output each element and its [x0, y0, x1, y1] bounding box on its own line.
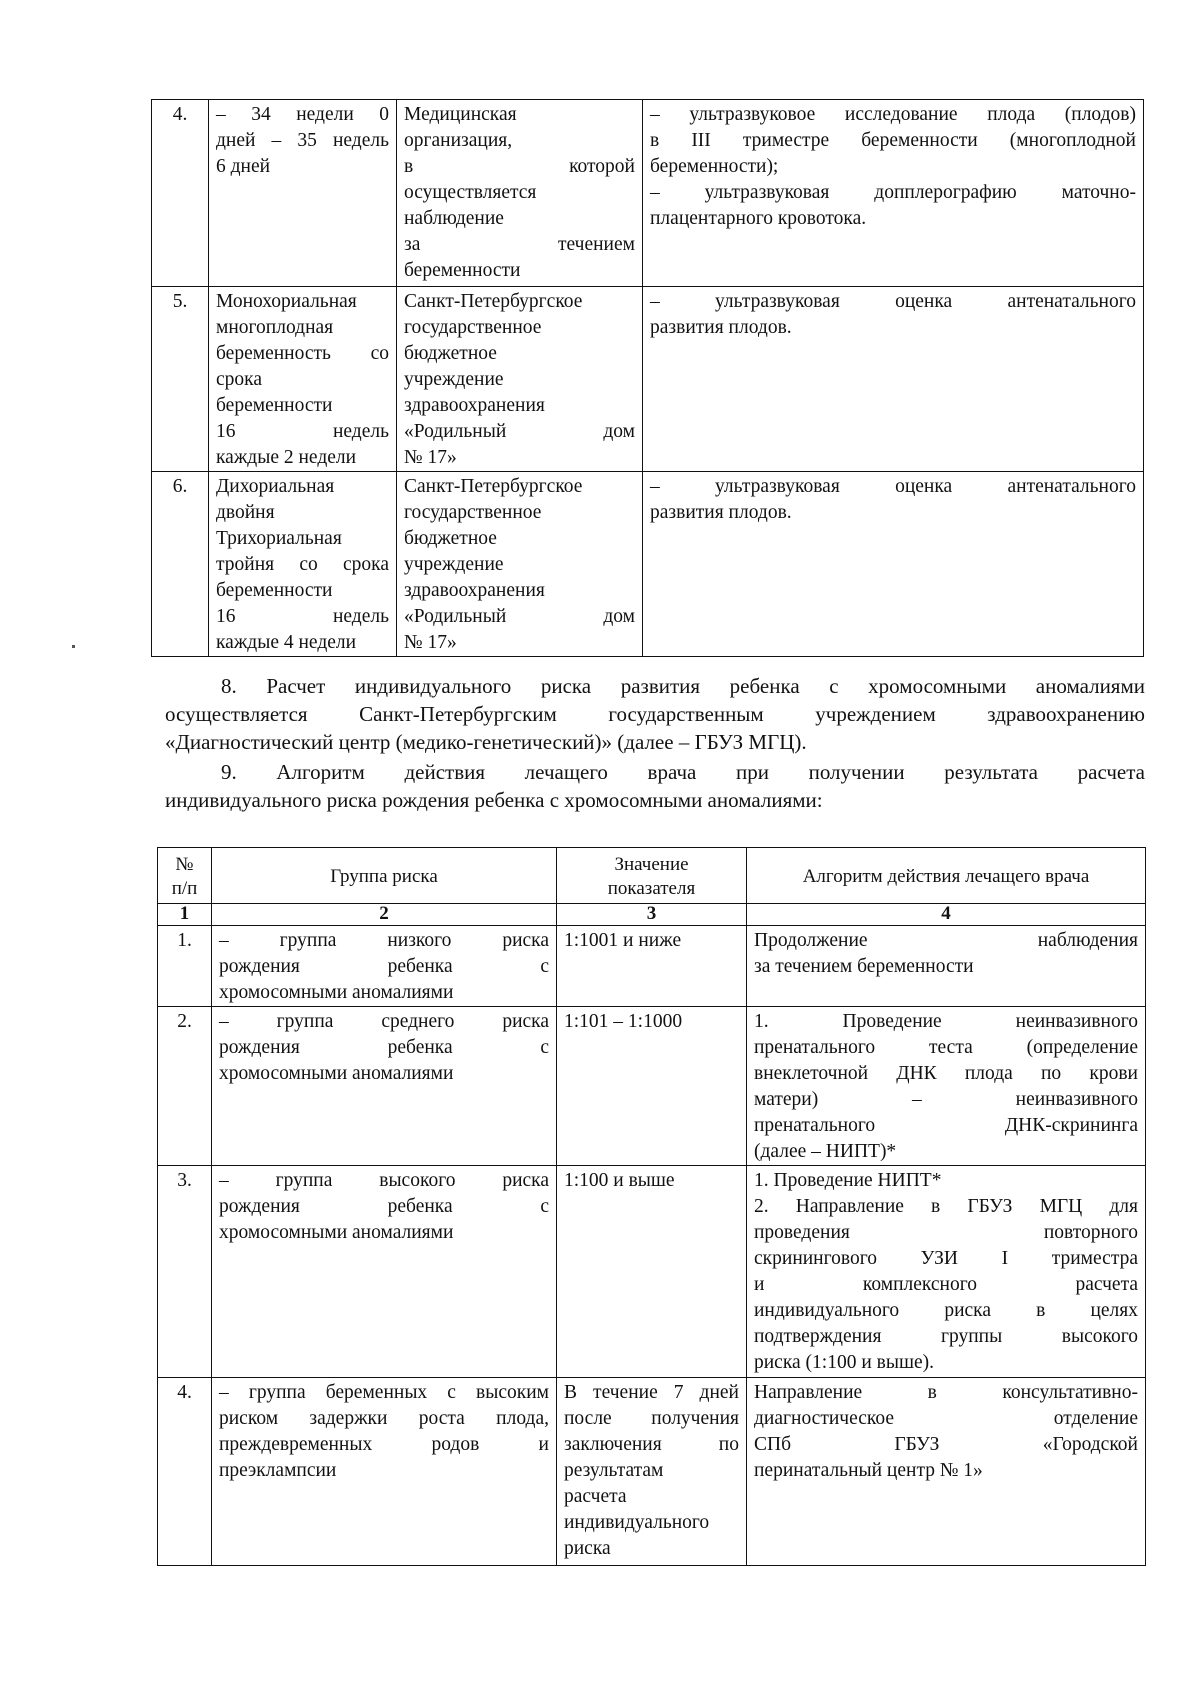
text-line: индивидуального: [564, 1512, 710, 1533]
text-line: 16 недель: [216, 606, 389, 627]
text-line: № 17»: [404, 632, 457, 653]
text-line: осуществляется Санкт-Петербургским государственным учреждением здравоохранению: [165, 702, 1145, 726]
table-row: [158, 1007, 1146, 1166]
risk-group-cell: [212, 1007, 557, 1166]
text-line: пренатального теста (определение: [754, 1037, 1138, 1058]
table-row: [152, 287, 1144, 472]
row-number: 5.: [152, 287, 209, 472]
text-line: – ультразвуковое исследование плода (плодов): [650, 104, 1136, 125]
text-line: – ультразвуковая оценка антенатального: [650, 476, 1136, 497]
text-line: Трихориальная: [216, 528, 342, 549]
text-line: – группа низкого риска: [219, 930, 549, 951]
text-line: учреждение: [404, 369, 504, 390]
text-line: – группа беременных с высоким: [219, 1382, 549, 1403]
text-line: (далее – НИПТ)*: [754, 1141, 897, 1162]
text-line: № 17»: [404, 447, 457, 468]
text-line: «Диагностический центр (медико-генетический)» (далее – ГБУЗ МГЦ).: [165, 730, 807, 754]
text-line: риском задержки роста плода,: [219, 1408, 549, 1429]
text-line: пренатального ДНК-скрининга: [754, 1115, 1138, 1136]
text-line: в которой: [404, 156, 635, 177]
text-line: «Родильный дом: [404, 421, 635, 442]
text-line: беременности: [404, 260, 521, 281]
text-line: рождения ребенка с: [219, 1196, 549, 1217]
text-line: осуществляется: [404, 182, 537, 203]
text-line: 2. Направление в ГБУЗ МГЦ для: [754, 1196, 1138, 1217]
text-line: и комплексного расчета: [754, 1274, 1138, 1295]
risk-group-cell: [212, 1378, 557, 1566]
text-line: 1. Проведение неинвазивного: [754, 1011, 1138, 1032]
exam-schedule-table: [151, 99, 1144, 657]
text-line: скринингового УЗИ I триместра: [754, 1248, 1138, 1269]
text-line: диагностическое отделение: [754, 1408, 1138, 1429]
table-row: [158, 1166, 1146, 1378]
text-line: преэклампсии: [219, 1460, 337, 1481]
text-line: хромосомными аномалиями: [219, 1063, 454, 1084]
text-line: каждые 4 недели: [216, 632, 357, 653]
organization-cell: [397, 287, 643, 472]
text-line: за течением: [404, 234, 635, 255]
text-line: – ультразвуковая допплерографию маточно-: [650, 182, 1136, 203]
text-line: бюджетное: [404, 343, 497, 364]
text-line: организация,: [404, 130, 513, 151]
text-line: показателя: [607, 877, 696, 899]
text-line: риска (1:100 и выше).: [754, 1352, 934, 1373]
text-line: 1:101 – 1:1000: [564, 1011, 683, 1032]
risk-group-cell: [212, 926, 557, 1007]
text-line: 16 недель: [216, 421, 389, 442]
row-number: 4.: [152, 100, 209, 287]
text-line: – группа высокого риска: [219, 1170, 549, 1191]
indicator-value-cell: [557, 1007, 747, 1166]
text-line: №: [175, 853, 194, 875]
text-line: беременности: [216, 580, 333, 601]
text-line: государственное: [404, 502, 542, 523]
text-line: результатам: [564, 1460, 664, 1481]
text-line: здравоохранения: [404, 580, 545, 601]
text-line: Продолжение наблюдения: [754, 930, 1138, 951]
text-line: учреждение: [404, 554, 504, 575]
algorithm-cell: [747, 1166, 1146, 1378]
header-number: [158, 848, 212, 904]
header-indicator-value: [557, 848, 747, 904]
text-line: 8. Расчет индивидуального риска развития ребенка с хромосомными аномалиями: [221, 674, 1145, 698]
text-line: 6 дней: [216, 156, 271, 177]
table-row: [152, 472, 1144, 657]
text-line: Значение: [614, 853, 689, 875]
row-number: 6.: [152, 472, 209, 657]
text-line: матери) – неинвазивного: [754, 1089, 1138, 1110]
term-cell: [209, 100, 397, 287]
indicator-value-cell: [557, 1166, 747, 1378]
text-line: плацентарного кровотока.: [650, 208, 867, 229]
text-line: 1:1001 и ниже: [564, 930, 682, 951]
text-line: Дихориальная: [216, 476, 335, 497]
text-line: после получения: [564, 1408, 739, 1429]
indicator-value-cell: [557, 926, 747, 1007]
text-line: двойня: [216, 502, 275, 523]
organization-cell: [397, 472, 643, 657]
risk-table-header: [158, 848, 1146, 926]
text-line: СПб ГБУЗ «Городской: [754, 1434, 1138, 1455]
exam-schedule-body: [152, 100, 1144, 657]
column-number-row: [158, 904, 1146, 926]
text-line: беременности: [216, 395, 333, 416]
text-line: за течением беременности: [754, 956, 974, 977]
text-line: проведения повторного: [754, 1222, 1138, 1243]
text-line: Санкт-Петербургское: [404, 476, 583, 497]
text-line: рождения ребенка с: [219, 1037, 549, 1058]
text-line: преждевременных родов и: [219, 1434, 549, 1455]
column-number: 1: [158, 904, 212, 926]
column-number: 4: [747, 904, 1146, 926]
row-number: 4.: [158, 1378, 212, 1566]
text-line: Направление в консультативно-: [754, 1382, 1138, 1403]
text-line: риска: [564, 1538, 611, 1559]
text-line: беременность со: [216, 343, 389, 364]
header-doctor-algorithm: Алгоритм действия лечащего врача: [747, 848, 1146, 904]
text-line: каждые 2 недели: [216, 447, 357, 468]
examination-cell: [643, 287, 1144, 472]
table-row: [158, 926, 1146, 1007]
text-line: 1. Проведение НИПТ*: [754, 1170, 942, 1191]
text-line: расчета: [564, 1486, 627, 1507]
row-number: 3.: [158, 1166, 212, 1378]
column-number: 2: [212, 904, 557, 926]
row-number: 2.: [158, 1007, 212, 1166]
header-risk-group: Группа риска: [212, 848, 557, 904]
text-line: беременности);: [650, 156, 779, 177]
header-row: [158, 848, 1146, 904]
text-line: 1:100 и выше: [564, 1170, 675, 1191]
text-line: Санкт-Петербургское: [404, 291, 583, 312]
term-cell: [209, 287, 397, 472]
examination-cell: [643, 472, 1144, 657]
text-line: тройня со срока: [216, 554, 389, 575]
text-line: развития плодов.: [650, 317, 792, 338]
algorithm-cell: [747, 926, 1146, 1007]
text-line: – группа среднего риска: [219, 1011, 549, 1032]
text-line: внеклеточной ДНК плода по крови: [754, 1063, 1138, 1084]
text-line: Медицинская: [404, 104, 517, 125]
algorithm-cell: [747, 1007, 1146, 1166]
text-line: индивидуального риска рождения ребенка с хромосомными аномалиями:: [165, 788, 823, 812]
text-line: индивидуального риска в целях: [754, 1300, 1138, 1321]
scan-artifact-dot: [72, 645, 75, 648]
organization-cell: [397, 100, 643, 287]
table-row: [158, 1378, 1146, 1566]
examination-cell: [643, 100, 1144, 287]
text-line: хромосомными аномалиями: [219, 982, 454, 1003]
row-number: 1.: [158, 926, 212, 1007]
text-line: – ультразвуковая оценка антенатального: [650, 291, 1136, 312]
text-line: дней – 35 недель: [216, 130, 389, 151]
text-line: в III триместре беременности (многоплодной: [650, 130, 1136, 151]
indicator-value-cell: [557, 1378, 747, 1566]
text-line: В течение 7 дней: [564, 1382, 739, 1403]
text-line: наблюдение: [404, 208, 504, 229]
risk-algorithm-table: [157, 847, 1146, 1566]
algorithm-cell: [747, 1378, 1146, 1566]
text-line: 9. Алгоритм действия лечащего врача при получении результата расчета: [221, 760, 1145, 784]
text-line: «Родильный дом: [404, 606, 635, 627]
paragraph-8: [165, 672, 1145, 756]
text-line: подтверждения группы высокого: [754, 1326, 1138, 1347]
table-row: [152, 100, 1144, 287]
column-number: 3: [557, 904, 747, 926]
text-line: п/п: [171, 877, 198, 899]
text-line: государственное: [404, 317, 542, 338]
text-line: заключения по: [564, 1434, 739, 1455]
paragraph-9: [165, 758, 1145, 814]
text-line: – 34 недели 0: [216, 104, 389, 125]
text-line: здравоохранения: [404, 395, 545, 416]
text-line: хромосомными аномалиями: [219, 1222, 454, 1243]
text-line: многоплодная: [216, 317, 334, 338]
text-line: развития плодов.: [650, 502, 792, 523]
risk-group-cell: [212, 1166, 557, 1378]
term-cell: [209, 472, 397, 657]
text-line: рождения ребенка с: [219, 956, 549, 977]
text-line: Монохориальная: [216, 291, 357, 312]
risk-table-body: [158, 926, 1146, 1566]
text-line: перинатальный центр № 1»: [754, 1460, 983, 1481]
text-line: бюджетное: [404, 528, 497, 549]
text-line: срока: [216, 369, 262, 390]
